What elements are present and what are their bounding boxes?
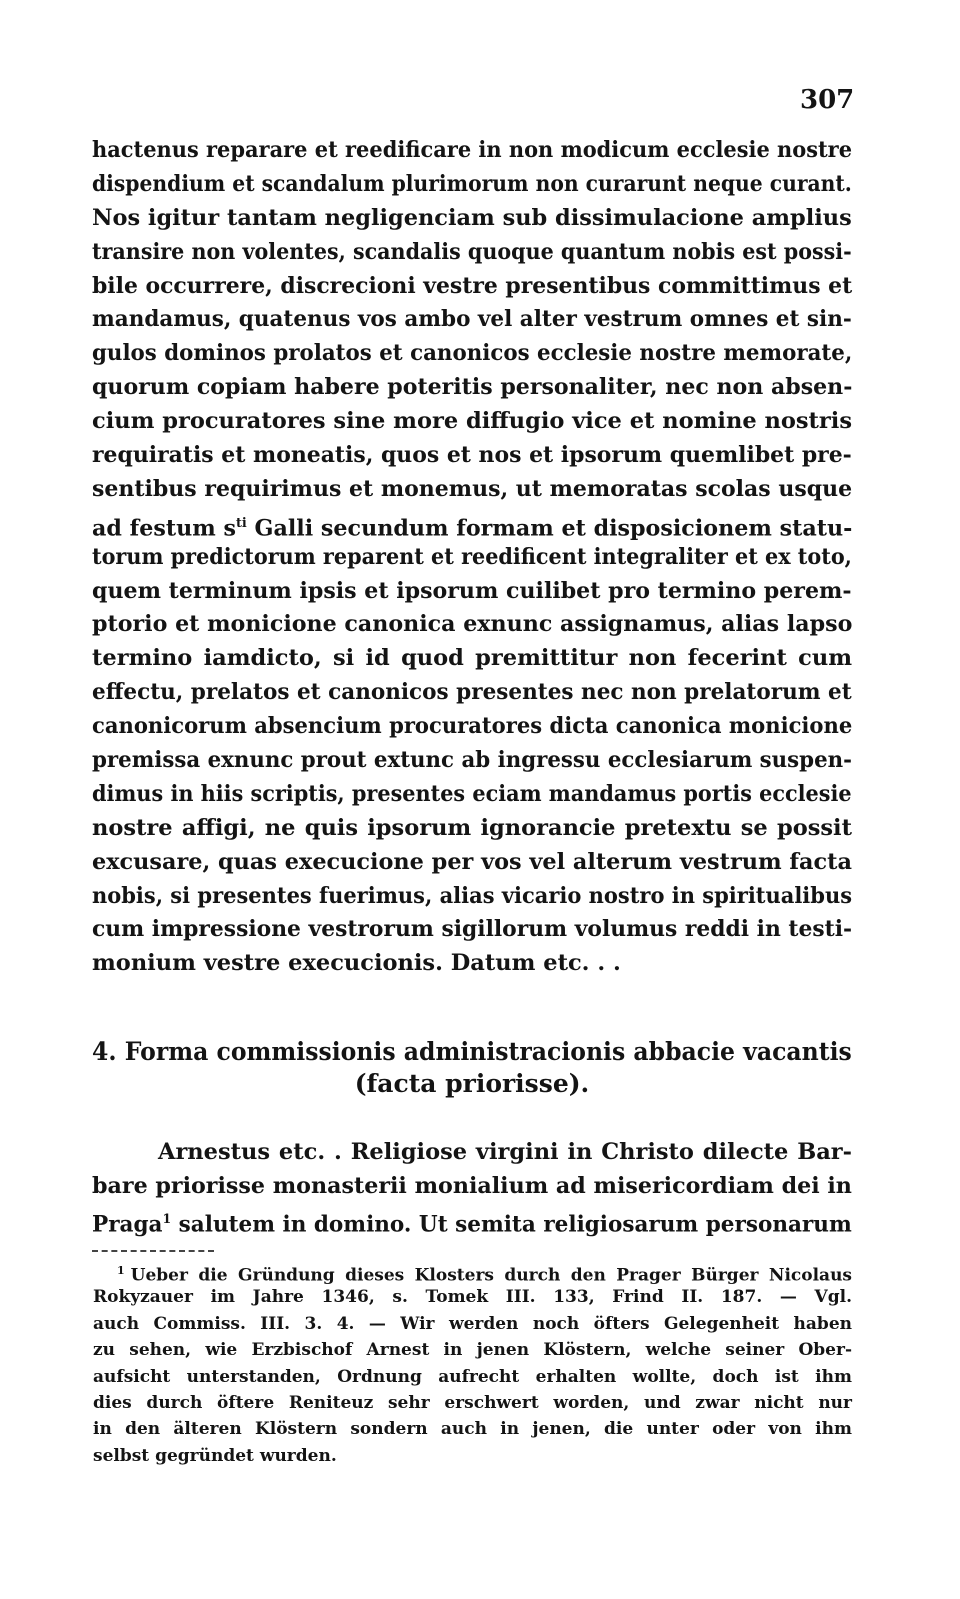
body-line-feast xyxy=(92,507,853,542)
heading-line: (facta priorisse). xyxy=(354,1069,590,1098)
body-line: dispendium et scandalum plurimorum non curarunt neque curant. xyxy=(92,170,852,197)
footnotes xyxy=(93,1258,852,1469)
section-text xyxy=(92,1135,852,1237)
body-line: termino iamdicto, si id quod premittitur non fecerint cum xyxy=(92,645,852,672)
footnote-text: Ueber die Gründung dieses Klosters durch den Prager Bürger Nicolaus xyxy=(130,1265,852,1286)
footnote-line: zu sehen, wie Erzbischof Arnest in jenen Klöstern, welche seiner Ober- xyxy=(93,1340,852,1361)
footnote-mark: 1 xyxy=(117,1264,125,1277)
body-line: cium procuratores sine more diffugio vice et nomine nostris xyxy=(92,408,852,435)
body-line: effectu, prelatos et canonicos presentes nec non prelatorum et xyxy=(92,679,852,706)
body-line: bile occurrere, discrecioni vestre presentibus committimus et xyxy=(92,272,853,299)
praga-text-before: Praga xyxy=(92,1211,163,1238)
body-line: gulos dominos prolatos et canonicos ecclesie nostre memorate, xyxy=(92,340,853,367)
section-line: bare priorisse monasterii monialium ad misericordiam dei in xyxy=(92,1173,852,1199)
footnote-line: aufsicht unterstanden, Ordnung aufrecht erhalten wollte, doch ist ihm xyxy=(93,1366,852,1387)
body-line: torum predictorum reparent et reedificent integraliter et ex toto, xyxy=(92,543,852,570)
section-line: Arnestus etc. . Religiose virgini in Christo dilecte Bar- xyxy=(158,1139,852,1165)
feast-superscript: ti xyxy=(235,515,247,531)
body-text xyxy=(92,134,852,981)
praga-text-after: salutem in domino. Ut semita religiosarum personarum xyxy=(171,1211,852,1238)
body-line: quorum copiam habere poteritis personaliter, nec non absen- xyxy=(92,374,853,401)
body-line: cum impressione vestrorum sigillorum volumus reddi in testi- xyxy=(92,916,853,943)
section-heading xyxy=(92,1036,852,1100)
footnote-line: in den älteren Klöstern sondern auch in jenen, die unter oder von ihm xyxy=(93,1419,852,1440)
body-line: monium vestre execucionis. Datum etc. . . xyxy=(92,950,621,977)
footnote-line: auch Commiss. III. 3. 4. — Wir werden noch öfters Gelegenheit haben xyxy=(93,1313,852,1334)
body-line: sentibus requirimus et monemus, ut memoratas scolas usque xyxy=(92,475,853,502)
footnote-line: Rokyzauer im Jahre 1346, s. Tomek III. 133, Frind II. 187. — Vgl. xyxy=(93,1287,852,1308)
footnote-reference: 1 xyxy=(162,1212,172,1227)
body-line: requiratis et moneatis, quos et nos et ipsorum quemlibet pre- xyxy=(92,442,852,469)
body-line: premissa exnunc prout extunc ab ingressu ecclesiarum suspen- xyxy=(92,747,853,774)
body-line: nobis, si presentes fuerimus, alias vicario nostro in spiritualibus xyxy=(92,882,853,909)
page-number: 307 xyxy=(800,85,855,115)
body-line: dimus in hiis scriptis, presentes eciam mandamus portis ecclesie xyxy=(92,780,852,807)
footnote-line-first xyxy=(117,1258,852,1284)
footnote-line: dies durch öftere Reniteuz sehr erschwert worden, und zwar nicht nur xyxy=(93,1392,852,1413)
body-line: transire non volentes, scandalis quoque quantum nobis est possi- xyxy=(92,238,852,265)
body-line: mandamus, quatenus vos ambo vel alter vestrum omnes et sin- xyxy=(92,306,852,333)
body-line: quem terminum ipsis et ipsorum cuilibet pro termino perem- xyxy=(92,577,852,604)
body-line: Nos igitur tantam negligenciam sub dissimulacione amplius xyxy=(92,204,852,231)
body-line: ptorio et monicione canonica exnunc assignamus, alias lapso xyxy=(92,611,853,638)
footnote-line: selbst gegründet wurden. xyxy=(93,1445,337,1466)
feast-text-after: Galli secundum formam et disposicionem statu- xyxy=(246,515,853,542)
body-line: canonicorum absencium procuratores dicta canonica monicione xyxy=(92,713,853,740)
body-line: nostre affigi, ne quis ipsorum ignorancie pretextu se possit xyxy=(92,814,852,841)
body-line: excusare, quas execucione per vos vel alterum vestrum facta xyxy=(92,848,852,875)
heading-line: 4. Forma commissionis administracionis abbacie vacantis xyxy=(92,1037,852,1066)
feast-text-before: ad festum s xyxy=(92,515,236,542)
footnote-divider xyxy=(92,1250,214,1252)
body-line: hactenus reparare et reedificare in non modicum ecclesie nostre xyxy=(92,137,853,163)
section-line-praga xyxy=(92,1203,852,1238)
